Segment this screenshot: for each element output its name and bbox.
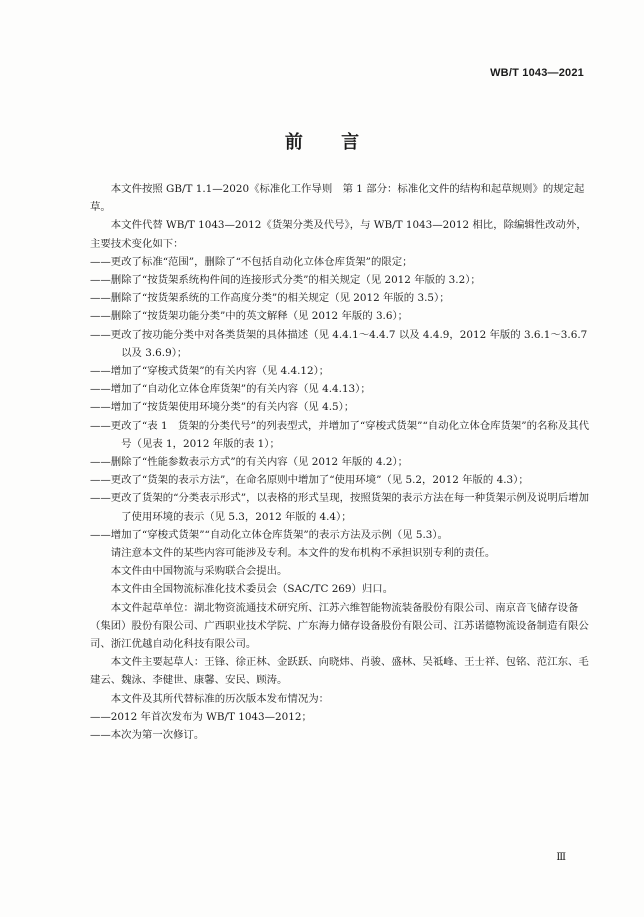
dash-list-item: ——删除了“按货架功能分类”中的英文解释（见 2012 年版的 3.6）； [89, 310, 409, 323]
paragraph: 本文件由全国物流标准化技术委员会（SAC/TC 269）归口。 [110, 583, 394, 596]
dash-list-item: ——2012 年首次发布为 WB/T 1043—2012； [89, 710, 312, 723]
paragraph: 本文件代替 WB/T 1043—2012《货架分类及代号》，与 WB/T 1043—2012 相比，除编辑性改动外，主要技术变化如下： [90, 219, 587, 250]
dash-list-item: ——增加了“穿梭式货架”的有关内容（见 4.4.12）； [89, 365, 330, 378]
dash-list-item: ——更改了“货架的表示方法”，在命名原则中增加了“使用环境”（见 5.2，2012 年版的 4.3）； [89, 474, 529, 487]
paragraph: 本文件按照 GB/T 1.1—2020《标准化工作导则 第 1 部分：标准化文件的结构和起草规则》的规定起草。 [90, 183, 585, 214]
dash-list-item: ——删除了“性能参数表示方式”的有关内容（见 2012 年版的 4.2）； [89, 456, 409, 469]
dash-list-item: ——更改了货架的“分类表示形式”，以表格的形式呈现，按照货架的表示方法在每一种货架示例及说明后增加了使用环境的表示（见 5.3，2012 年版的 4.4）； [89, 492, 589, 523]
paragraph: 本文件起草单位：湖北物资流通技术研究所、江苏六维智能物流装备股份有限公司、南京音飞储存设备（集团）股份有限公司、广西职业技术学院、广东海力储存设备股份有限公司、江苏诺德物流设备制造有限公司、浙江优越自动化科技有限公司。 [90, 601, 589, 651]
dash-list-item: ——增加了“自动化立体仓库货架”的有关内容（见 4.4.13）； [89, 383, 371, 396]
dash-list-item: ——增加了“按货架使用环境分类”的有关内容（见 4.5）； [89, 401, 355, 414]
page-title: 前 言 [284, 132, 376, 153]
dash-list-item: ——更改了“表 1 货架的分类代号”的列表型式，并增加了“穿梭式货架”“自动化立体仓库货架”的名称及其代号（见表 1，2012 年版的表 1）； [89, 419, 589, 450]
foreword-body [90, 180, 590, 744]
paragraph: 本文件由中国物流与采购联合会提出。 [110, 565, 288, 578]
page-number: Ⅲ [556, 852, 566, 863]
dash-list-item: ——增加了“穿梭式货架”“自动化立体仓库货架”的表示方法及示例（见 5.3）。 [89, 528, 448, 541]
dash-list-item: ——更改了标准“范围”，删除了“不包括自动化立体仓库货架”的限定； [89, 255, 413, 268]
paragraph: 本文件及其所代替标准的历次版本发布情况为： [110, 692, 329, 705]
dash-list-item: ——删除了“按货架系统构件间的连接形式分类”的相关规定（见 2012 年版的 3.2）； [89, 274, 481, 287]
dash-list-item: ——本次为第一次修订。 [89, 729, 205, 742]
paragraph: 本文件主要起草人：王锋、徐正林、金跃跃、向晓炜、肖骏、盛林、吴祗峰、王士祥、包铭、范江东、毛建云、魏泳、李健世、康馨、安民、顾涛。 [90, 656, 589, 687]
paragraph: 请注意本文件的某些内容可能涉及专利。本文件的发布机构不承担识别专利的责任。 [110, 547, 496, 560]
dash-list-item: ——更改了按功能分类中对各类货架的具体描述（见 4.4.1～4.4.7 以及 4.4.9，2012 年版的 3.6.1～3.6.7 以及 3.6.9）； [89, 328, 588, 359]
dash-list-item: ——删除了“按货架系统的工作高度分类”的相关规定（见 2012 年版的 3.5）； [89, 292, 450, 305]
standard-code: WB/T 1043—2021 [490, 67, 584, 79]
